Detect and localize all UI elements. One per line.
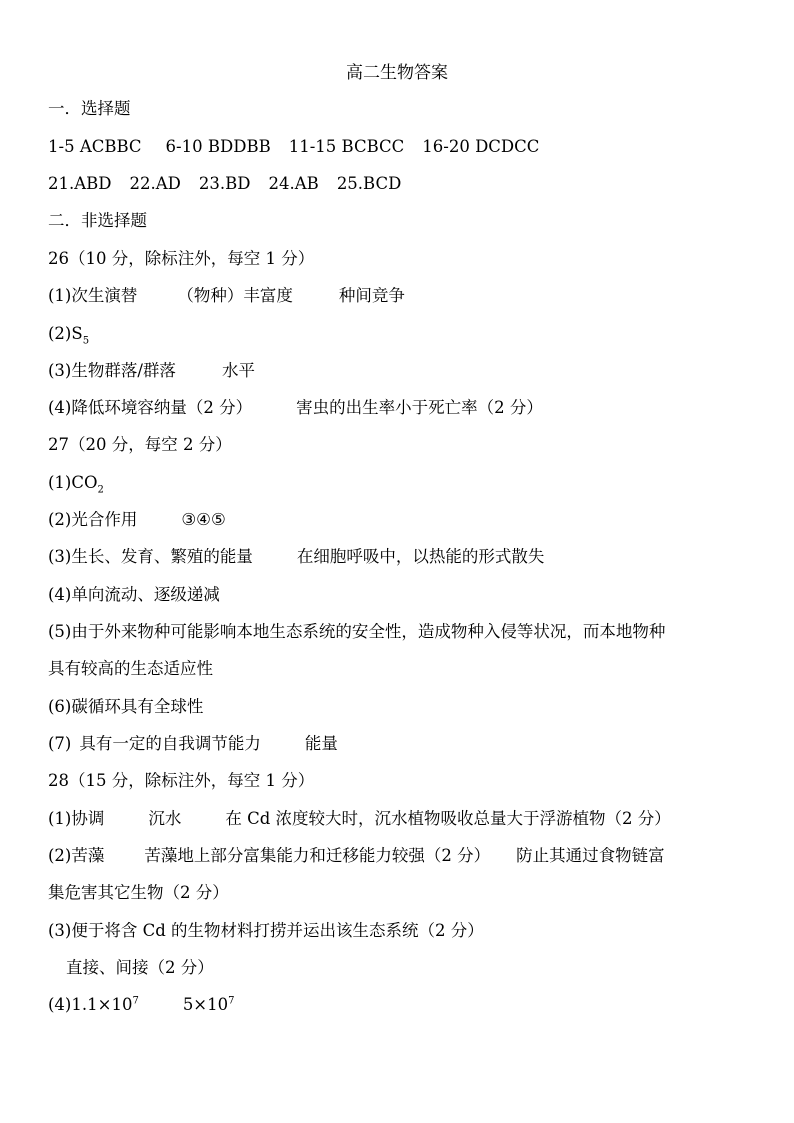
choice-group: 11-15 BCBCC (288, 137, 405, 156)
q27-answer-5-line-1: (5)由于外来物种可能影响本地生态系统的安全性，造成物种入侵等状况，而本地物种 (48, 622, 666, 641)
q28-answer-1: (1)协调 沉水 在 Cd 浓度较大时，沉水植物吸收总量大于浮游植物（2 分） (48, 809, 671, 828)
q27-answer-6: (6)碳循环具有全球性 (48, 697, 204, 716)
q27-answer-1: $(1)CO_2$ (48, 473, 104, 496)
q26-answer-1: (1)次生演替 （物种）丰富度 种间竞争 (48, 286, 405, 305)
page-title: 高二生物答案 (346, 63, 448, 83)
q27-answer-7: (7) 具有一定的自我调节能力 能量 (48, 734, 338, 753)
choice-answer: 24.AB (268, 174, 319, 193)
q27-answer-2: (2)光合作用 ③④⑤ (48, 510, 226, 529)
choice-answers-row-1 (48, 136, 758, 158)
choice-answer: 25.BCD (336, 174, 402, 193)
q27-answer-3: (3)生长、发育、繁殖的能量 在细胞呼吸中，以热能的形式散失 (48, 547, 545, 566)
q28-header: 28（15 分，除标注外，每空 1 分） (48, 771, 315, 790)
choice-group: 6-10 BDDBB (165, 137, 271, 156)
q28-answer-4: $(4)1.1\times 10^7$ $5\times 10^7$ (48, 995, 235, 1014)
q28-answer-3-line-2: 直接、间接（2 分） (66, 958, 214, 977)
q28-answer-2-line-2: 集危害其它生物（2 分） (48, 883, 229, 902)
q26-answer-4: (4)降低环境容纳量（2 分） 害虫的出生率小于死亡率（2 分） (48, 398, 543, 417)
section-heading-nonchoice: 二．非选择题 (48, 211, 147, 230)
choice-answer: 21.ABD (48, 174, 112, 193)
choice-group: 16-20 DCDCC (422, 137, 540, 156)
q28-answer-2-line-1: (2)苦藻 苦藻地上部分富集能力和迁移能力较强（2 分） 防止其通过食物链富 (48, 846, 665, 865)
q27-header: 27（20 分，每空 2 分） (48, 435, 232, 454)
choice-answer: 23.BD (198, 174, 251, 193)
q26-header: 26（10 分，除标注外，每空 1 分） (48, 249, 315, 268)
q27-answer-5-line-2: 具有较高的生态适应性 (48, 659, 213, 678)
q28-answer-3-line-1: (3)便于将含 Cd 的生物材料打捞并运出该生态系统（2 分） (48, 921, 484, 940)
section-heading-choice: 一．选择题 (48, 99, 131, 118)
q27-answer-4: (4)单向流动、逐级递减 (48, 585, 220, 604)
choice-answer: 22.AD (129, 174, 181, 193)
q26-answer-2: $(2)S_5$ (48, 324, 90, 347)
choice-group: 1-5 ACBBC (48, 137, 142, 156)
q26-answer-3: (3)生物群落/群落 水平 (48, 361, 255, 380)
choice-answers-row-2 (48, 173, 758, 195)
